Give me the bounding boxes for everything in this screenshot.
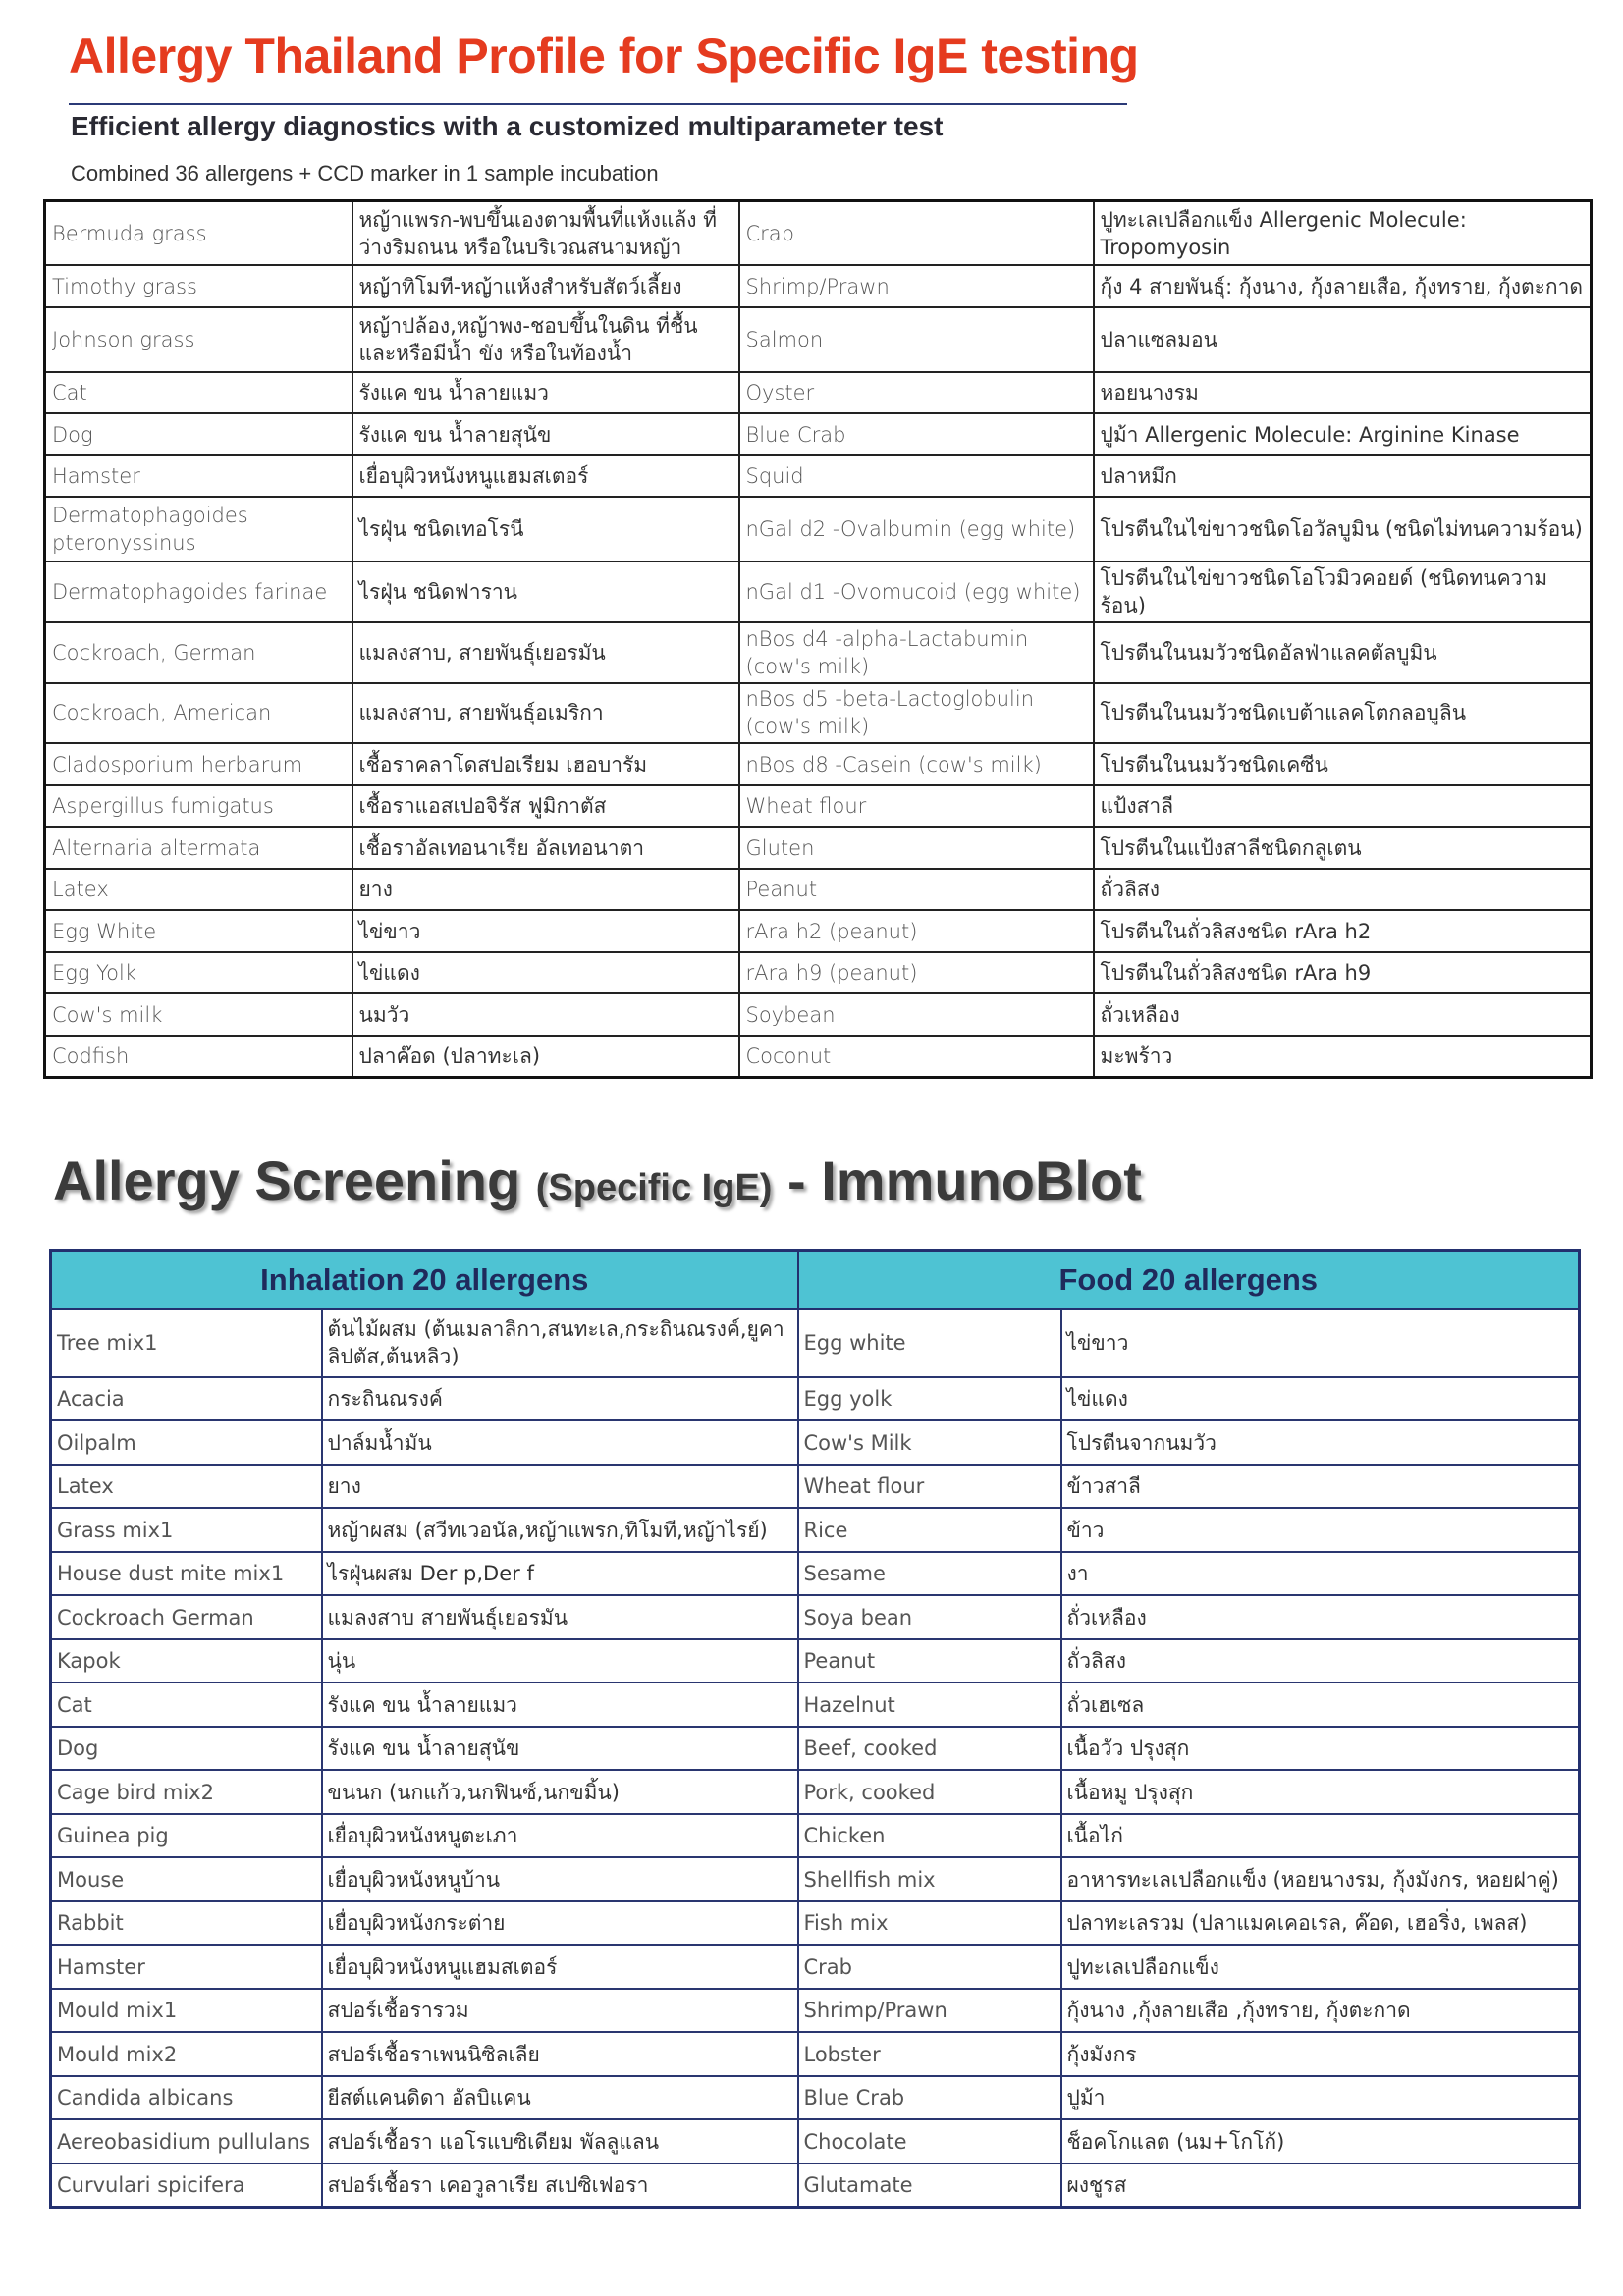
food-thai: ปูทะเลเปลือกแข็ง [1061,1945,1580,1989]
allergen-thai: ปลาหมึก [1094,455,1592,498]
allergen-thai: รังแค ขน น้ำลายแมว [352,372,739,414]
table-row [45,265,1592,307]
food-thai: กุ้งมังกร [1061,2032,1580,2076]
table-row [45,743,1592,785]
allergen-thai: แมลงสาบ, สายพันธุ์อเมริกา [352,683,739,744]
food-name: Beef, cooked [798,1727,1061,1771]
allergen-name: rAra h9 (peanut) [739,952,1094,994]
table-row [51,1420,1580,1465]
allergen-thai: เชื้อราแอสเปอจิรัส ฟูมิกาตัส [352,785,739,828]
inhalation-name: Candida albicans [51,2076,322,2120]
allergen-name: Cockroach, German [45,622,352,683]
allergen-thai: หอยนางรม [1094,372,1592,414]
allergen-name: Egg White [45,910,352,952]
table-row [51,2076,1580,2120]
allergen-name: nGal d1 -Ovomucoid (egg white) [739,561,1094,622]
allergen-thai: โปรตีนในถั่วลิสงชนิด rAra h9 [1094,952,1592,994]
inhalation-thai: เยื่อบุผิวหนังกระต่าย [322,1901,798,1946]
allergen-name: Timothy grass [45,265,352,307]
allergen-name: Crab [739,201,1094,266]
table-row [45,201,1592,266]
food-thai: งา [1061,1552,1580,1596]
food-thai: ข้าวสาลี [1061,1465,1580,1509]
allergen-thai: ปูม้า Allergenic Molecule: Arginine Kinase [1094,413,1592,455]
allergen-thai: โปรตีนในนมวัวชนิดเคซีน [1094,743,1592,785]
inhalation-thai: สปอร์เชื้อรารวม [322,1989,798,2033]
food-name: Egg yolk [798,1377,1061,1421]
allergen-name: Blue Crab [739,413,1094,455]
inhalation-name: Curvulari spicifera [51,2163,322,2208]
food-thai: เนื้อไก่ [1061,1814,1580,1858]
food-name: Shellfish mix [798,1857,1061,1901]
table-row [51,1508,1580,1552]
allergen-thai: ปลาค๊อด (ปลาทะเล) [352,1036,739,1078]
table-row [51,1901,1580,1946]
food-thai: ปูม้า [1061,2076,1580,2120]
table-row [51,1377,1580,1421]
inhalation-name: Grass mix1 [51,1508,322,1552]
allergen-thai: กุ้ง 4 สายพันธุ์: กุ้งนาง, กุ้งลายเสือ, กุ้งทราย, กุ้งตะกาด [1094,265,1592,307]
allergen-thai: เชื้อราคลาโดสปอเรียม เฮอบารัม [352,743,739,785]
food-name: Sesame [798,1552,1061,1596]
inhalation-thai: เยื่อบุผิวหนังหนูบ้าน [322,1857,798,1901]
title-underline [69,103,1127,105]
allergen-name: Hamster [45,455,352,498]
inhalation-name: Acacia [51,1377,322,1421]
table-row [51,1857,1580,1901]
table-row [51,1770,1580,1814]
allergen-thai: มะพร้าว [1094,1036,1592,1078]
allergy-profile-table [43,199,1593,1079]
food-name: Peanut [798,1639,1061,1683]
allergen-thai: ปลาแซลมอน [1094,307,1592,372]
food-thai: กุ้งนาง ,กุ้งลายเสือ ,กุ้งทราย, กุ้งตะกาด [1061,1989,1580,2033]
inhalation-name: House dust mite mix1 [51,1552,322,1596]
table-row [51,1639,1580,1683]
food-name: Soya bean [798,1595,1061,1639]
food-name: Chocolate [798,2119,1061,2163]
food-name: Cow's Milk [798,1420,1061,1465]
inhalation-thai: ขนนก (นกแก้ว,นกฟินซ์,นกขมิ้น) [322,1770,798,1814]
allergen-name: Cockroach, American [45,683,352,744]
table-row [51,2032,1580,2076]
inhalation-thai: ยีสต์แคนดิดา อัลบิแคน [322,2076,798,2120]
inhalation-name: Cockroach German [51,1595,322,1639]
table-row [51,2119,1580,2163]
table-row [51,1727,1580,1771]
allergen-name: nBos d5 -beta-Lactoglobulin (cow's milk) [739,683,1094,744]
table-row [45,455,1592,498]
inhalation-name: Mould mix2 [51,2032,322,2076]
screening-title-paren: (Specific IgE) [535,1167,773,1208]
inhalation-header: Inhalation 20 allergens [51,1251,798,1310]
inhalation-name: Hamster [51,1945,322,1989]
allergen-name: Egg Yolk [45,952,352,994]
food-thai: ถั่วเฮเซล [1061,1682,1580,1727]
inhalation-thai: เยื่อบุผิวหนังหนูแฮมสเตอร์ [322,1945,798,1989]
table-row [45,622,1592,683]
allergen-name: Oyster [739,372,1094,414]
inhalation-thai: ไรฝุ่นผสม Der p,Der f [322,1552,798,1596]
table-row [45,561,1592,622]
food-thai: โปรตีนจากนมวัว [1061,1420,1580,1465]
table-row [51,1309,1580,1377]
inhalation-thai: นุ่น [322,1639,798,1683]
inhalation-thai: รังแค ขน น้ำลายสุนัข [322,1727,798,1771]
inhalation-thai: หญ้าผสม (สวีทเวอนัล,หญ้าแพรก,ทิโมที,หญ้าไรย์) [322,1508,798,1552]
allergen-name: Johnson grass [45,307,352,372]
food-name: Blue Crab [798,2076,1061,2120]
allergen-name: Peanut [739,869,1094,911]
allergen-name: Dog [45,413,352,455]
allergen-name: Squid [739,455,1094,498]
allergen-thai: โปรตีนในถั่วลิสงชนิด rAra h2 [1094,910,1592,952]
inhalation-thai: เยื่อบุผิวหนังหนูตะเภา [322,1814,798,1858]
inhalation-thai: รังแค ขน น้ำลายแมว [322,1682,798,1727]
food-thai: อาหารทะเลเปลือกแข็ง (หอยนางรม, กุ้งมังกร, หอยฝาคู่) [1061,1857,1580,1901]
food-name: Pork, cooked [798,1770,1061,1814]
food-thai: ไข่ขาว [1061,1309,1580,1377]
table-row [45,307,1592,372]
allergen-thai: ไข่ขาว [352,910,739,952]
food-name: Egg white [798,1309,1061,1377]
food-name: Shrimp/Prawn [798,1989,1061,2033]
table-row [45,993,1592,1036]
table-row [45,910,1592,952]
allergen-name: Dermatophagoides farinae [45,561,352,622]
allergen-thai: ยาง [352,869,739,911]
allergen-thai: หญ้าทิโมที-หญ้าแห้งสำหรับสัตว์เลี้ยง [352,265,739,307]
allergen-thai: โปรตีนในแป้งสาลีชนิดกลูเตน [1094,827,1592,869]
allergen-thai: เยื่อบุผิวหนังหนูแฮมสเตอร์ [352,455,739,498]
allergen-thai: ปูทะเลเปลือกแข็ง Allergenic Molecule: Tropomyosin [1094,201,1592,266]
screening-title [53,1148,1142,1212]
table-row [51,2163,1580,2208]
inhalation-name: Latex [51,1465,322,1509]
food-thai: ถั่วเหลือง [1061,1595,1580,1639]
food-name: Lobster [798,2032,1061,2076]
inhalation-thai: ปาล์มน้ำมัน [322,1420,798,1465]
allergen-name: Coconut [739,1036,1094,1078]
allergen-thai: ถั่วเหลือง [1094,993,1592,1036]
table-row [45,413,1592,455]
table-row [45,683,1592,744]
profile-note: Combined 36 allergens + CCD marker in 1 sample incubation [71,161,659,186]
food-thai: ช็อคโกแลต (นม+โกโก้) [1061,2119,1580,2163]
food-name: Crab [798,1945,1061,1989]
allergen-thai: โปรตีนในไข่ขาวชนิดโอวัลบูมิน (ชนิดไม่ทนความร้อน) [1094,497,1592,561]
allergen-name: Bermuda grass [45,201,352,266]
inhalation-name: Cat [51,1682,322,1727]
inhalation-thai: แมลงสาบ สายพันธุ์เยอรมัน [322,1595,798,1639]
allergen-thai: รังแค ขน น้ำลายสุนัข [352,413,739,455]
inhalation-thai: กระถินณรงค์ [322,1377,798,1421]
inhalation-name: Cage bird mix2 [51,1770,322,1814]
allergen-name: Cladosporium herbarum [45,743,352,785]
allergen-name: Soybean [739,993,1094,1036]
allergen-name: Wheat flour [739,785,1094,828]
table-row [45,869,1592,911]
table-row [45,827,1592,869]
food-thai: ไข่แดง [1061,1377,1580,1421]
allergen-thai: ไรฝุ่น ชนิดฟาราน [352,561,739,622]
allergen-thai: หญ้าแพรก-พบขึ้นเองตามพื้นที่แห้งแล้ง ที่ว่างริมถนน หรือในบริเวณสนามหญ้า [352,201,739,266]
inhalation-thai: สปอร์เชื้อรา เคอวูลาเรีย สเปซิเฟอรา [322,2163,798,2208]
allergen-name: Gluten [739,827,1094,869]
inhalation-name: Tree mix1 [51,1309,322,1377]
allergen-name: Latex [45,869,352,911]
table-row [45,952,1592,994]
food-thai: ถั่วลิสง [1061,1639,1580,1683]
table-row [45,497,1592,561]
allergen-name: nBos d8 -Casein (cow's milk) [739,743,1094,785]
allergen-name: Cow's milk [45,993,352,1036]
allergen-name: nBos d4 -alpha-Lactabumin (cow's milk) [739,622,1094,683]
table-row [51,1989,1580,2033]
table-row [45,372,1592,414]
allergen-name: Salmon [739,307,1094,372]
table-row [51,1682,1580,1727]
page-title: Allergy Thailand Profile for Specific IgE testing [69,28,1139,83]
food-thai: ข้าว [1061,1508,1580,1552]
inhalation-name: Mould mix1 [51,1989,322,2033]
screening-title-main: Allergy Screening [53,1149,536,1211]
inhalation-thai: สปอร์เชื้อรา แอโรแบซิเดียม พัลลูแลน [322,2119,798,2163]
screening-table [49,1249,1581,2209]
table-row [51,1552,1580,1596]
inhalation-name: Oilpalm [51,1420,322,1465]
allergen-thai: นมวัว [352,993,739,1036]
allergen-name: rAra h2 (peanut) [739,910,1094,952]
food-name: Hazelnut [798,1682,1061,1727]
food-thai: เนื้อวัว ปรุงสุก [1061,1727,1580,1771]
table-row [51,1465,1580,1509]
food-thai: เนื้อหมู ปรุงสุก [1061,1770,1580,1814]
food-thai: ผงชูรส [1061,2163,1580,2208]
table-row [51,1595,1580,1639]
food-name: Glutamate [798,2163,1061,2208]
allergen-thai: หญ้าปล้อง,หญ้าพง-ชอบขึ้นในดิน ที่ชื้นและหรือมีน้ำ ขัง หรือในท้องน้ำ [352,307,739,372]
allergen-thai: เชื้อราอัลเทอนาเรีย อัลเทอนาตา [352,827,739,869]
allergen-thai: โปรตีนในนมวัวชนิดเบต้าแลคโตกลอบูลิน [1094,683,1592,744]
table-row [51,1945,1580,1989]
food-name: Chicken [798,1814,1061,1858]
allergen-thai: โปรตีนในไข่ขาวชนิดโอโวมิวคอยด์ (ชนิดทนความร้อน) [1094,561,1592,622]
food-header: Food 20 allergens [798,1251,1580,1310]
inhalation-name: Guinea pig [51,1814,322,1858]
allergen-name: Dermatophagoides pteronyssinus [45,497,352,561]
allergen-thai: ไรฝุ่น ชนิดเทอโรนี [352,497,739,561]
screening-header-row [51,1251,1580,1310]
inhalation-name: Aereobasidium pullulans [51,2119,322,2163]
allergen-thai: โปรตีนในนมวัวชนิดอัลฟ่าแลคตัลบูมิน [1094,622,1592,683]
allergen-name: Cat [45,372,352,414]
inhalation-thai: สปอร์เชื้อราเพนนิซิลเลีย [322,2032,798,2076]
inhalation-thai: ยาง [322,1465,798,1509]
inhalation-name: Rabbit [51,1901,322,1946]
food-thai: ปลาทะเลรวม (ปลาแมคเคอเรล, ค๊อด, เฮอริ่ง, เพลส) [1061,1901,1580,1946]
inhalation-name: Dog [51,1727,322,1771]
allergen-thai: ถั่วลิสง [1094,869,1592,911]
screening-title-suffix: - ImmunoBlot [772,1149,1142,1211]
inhalation-thai: ต้นไม้ผสม (ต้นเมลาลิกา,สนทะเล,กระถินณรงค์,ยูคาลิปตัส,ต้นหลิว) [322,1309,798,1377]
allergen-name: Shrimp/Prawn [739,265,1094,307]
allergen-thai: ไข่แดง [352,952,739,994]
allergen-thai: แมลงสาบ, สายพันธุ์เยอรมัน [352,622,739,683]
table-row [45,785,1592,828]
table-row [51,1814,1580,1858]
inhalation-name: Kapok [51,1639,322,1683]
allergen-thai: แป้งสาลี [1094,785,1592,828]
allergen-name: nGal d2 -Ovalbumin (egg white) [739,497,1094,561]
allergen-name: Alternaria altermata [45,827,352,869]
page-subtitle: Efficient allergy diagnostics with a customized multiparameter test [71,111,944,141]
allergen-name: Aspergillus fumigatus [45,785,352,828]
food-name: Wheat flour [798,1465,1061,1509]
food-name: Fish mix [798,1901,1061,1946]
inhalation-name: Mouse [51,1857,322,1901]
table-row [45,1036,1592,1078]
food-name: Rice [798,1508,1061,1552]
allergen-name: Codfish [45,1036,352,1078]
